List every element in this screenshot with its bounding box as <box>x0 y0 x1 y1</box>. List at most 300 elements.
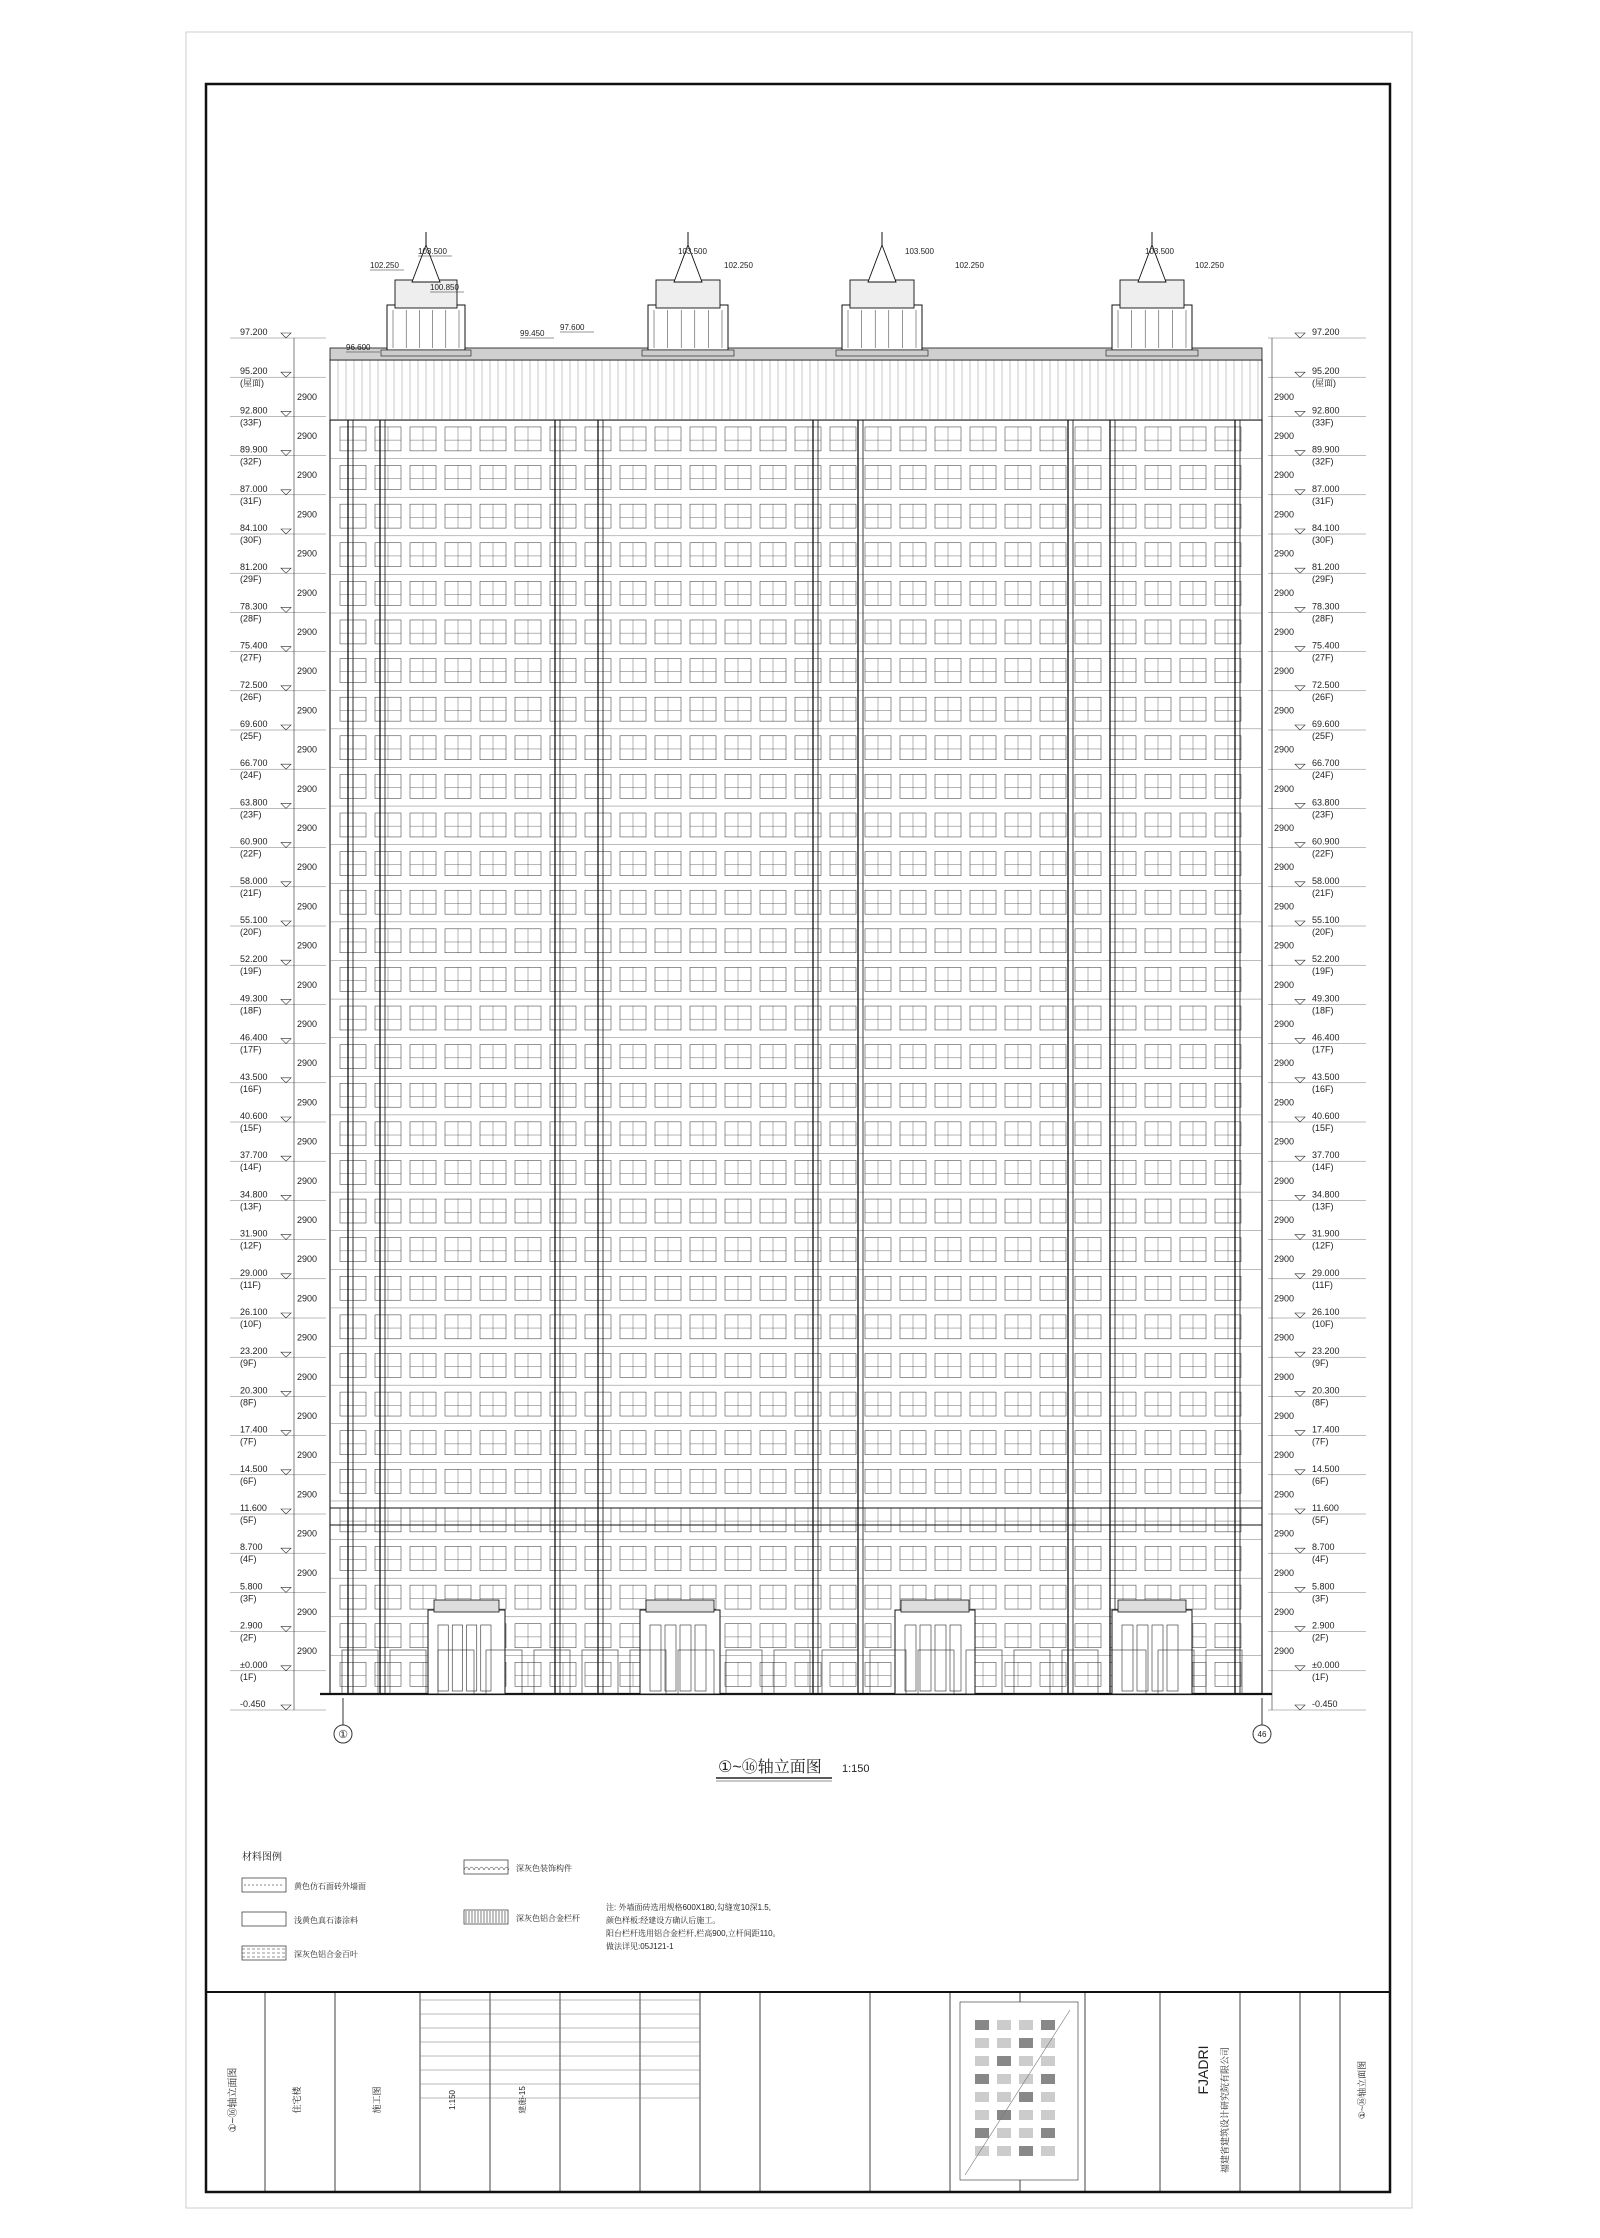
drawing-scale: 1:150 <box>842 1763 870 1775</box>
floor-height-right: 2900 <box>1274 587 1295 598</box>
level-floor-left: (9F) <box>240 1358 257 1369</box>
level-triangle <box>281 1666 291 1671</box>
level-triangle <box>1295 607 1305 612</box>
floor-height-right: 2900 <box>1274 1411 1295 1421</box>
level-marker-right <box>1268 470 1366 506</box>
level-elevation-left: 84.100 <box>240 523 268 533</box>
level-triangle <box>1295 1431 1305 1436</box>
floor-height-right: 2900 <box>1274 548 1295 559</box>
level-floor-right: (33F) <box>1312 417 1334 428</box>
floor-height-left: 2900 <box>297 979 318 990</box>
roof-elevation-tag: 102.250 <box>724 261 753 270</box>
legend-label: 黄色仿石面砖外墙面 <box>294 1882 366 1891</box>
legend-title: 材料图例 <box>242 1852 282 1863</box>
level-marker-right <box>1268 1411 1366 1447</box>
level-triangle <box>281 1548 291 1553</box>
site-plan-block <box>997 2146 1011 2156</box>
level-triangle <box>281 1509 291 1514</box>
level-elevation-left: 23.200 <box>240 1346 268 1357</box>
floor-height-right: 2900 <box>1274 509 1295 520</box>
level-marker-left <box>230 1137 326 1173</box>
level-elevation-right: 2.900 <box>1312 1620 1335 1631</box>
level-floor-right: (23F) <box>1312 809 1334 820</box>
floor-height-left: 2900 <box>297 431 318 441</box>
floor-height-left: 2900 <box>297 705 318 716</box>
level-elevation-right: 87.000 <box>1312 483 1340 494</box>
level-triangle <box>1295 490 1305 495</box>
level-marker-left <box>230 666 326 702</box>
level-elevation-left: 81.200 <box>240 562 268 573</box>
legend-label: 深灰色装饰构件 <box>516 1864 572 1873</box>
level-floor-right: (30F) <box>1312 535 1334 545</box>
level-floor-right: (19F) <box>1312 966 1334 977</box>
floor-height-left: 2900 <box>297 1215 318 1225</box>
level-elevation-left: 40.600 <box>240 1111 268 1121</box>
level-marker-left <box>230 901 326 937</box>
level-floor-left: (14F) <box>240 1162 262 1173</box>
site-plan-block <box>1019 2110 1033 2120</box>
level-marker-left <box>230 1646 326 1682</box>
crown-base <box>842 305 922 350</box>
level-elevation-right: 40.600 <box>1312 1111 1340 1121</box>
level-marker-right <box>1268 1019 1366 1055</box>
site-plan-block <box>1041 2038 1055 2048</box>
floor-height-right: 2900 <box>1274 1097 1295 1108</box>
level-triangle <box>281 999 291 1004</box>
entrance-portico <box>640 1600 720 1694</box>
floor-height-left: 2900 <box>297 1175 318 1186</box>
swatch-dot <box>268 1884 269 1885</box>
level-marker-left <box>230 549 326 585</box>
floor-height-left: 2900 <box>297 1646 318 1657</box>
level-elevation-right: 49.300 <box>1312 993 1340 1004</box>
level-marker-right <box>1268 666 1366 702</box>
level-triangle <box>1295 1470 1305 1475</box>
level-elevation-left: 63.800 <box>240 797 268 808</box>
level-floor-right: (10F) <box>1312 1319 1334 1329</box>
level-elevation-left: 5.800 <box>240 1581 263 1592</box>
site-plan-block <box>1019 2038 1033 2048</box>
level-elevation-left: 72.500 <box>240 679 268 690</box>
level-elevation-right: 14.500 <box>1312 1463 1340 1474</box>
level-elevation-right: 43.500 <box>1312 1071 1340 1082</box>
level-triangle <box>281 490 291 495</box>
level-floor-right: (21F) <box>1312 887 1334 898</box>
level-floor-right: (1F) <box>1312 1671 1329 1682</box>
level-elevation-right: 29.000 <box>1312 1267 1340 1278</box>
level-floor-left: (28F) <box>240 613 262 624</box>
level-triangle <box>281 1195 291 1200</box>
level-triangle <box>281 1352 291 1357</box>
site-plan-block <box>1041 2092 1055 2102</box>
level-elevation-left: 95.200 <box>240 366 268 377</box>
entrance-canopy <box>434 1600 499 1612</box>
level-triangle <box>1295 803 1305 808</box>
level-triangle <box>1295 725 1305 730</box>
level-triangle <box>281 411 291 416</box>
level-triangle <box>281 1078 291 1083</box>
level-floor-left: (4F) <box>240 1554 257 1565</box>
level-marker-left <box>230 1529 326 1565</box>
level-marker-left <box>230 509 326 545</box>
level-floor-right: (31F) <box>1312 495 1334 506</box>
level-triangle <box>281 1235 291 1240</box>
swatch-dot <box>256 1884 257 1885</box>
building-outline <box>330 420 1262 1694</box>
level-triangle <box>281 647 291 652</box>
level-elevation-left: 46.400 <box>240 1032 268 1043</box>
level-marker-right <box>1268 1450 1366 1486</box>
level-elevation-right: 17.400 <box>1312 1424 1340 1435</box>
floor-height-right: 2900 <box>1274 431 1295 441</box>
level-elevation-left: 17.400 <box>240 1424 268 1435</box>
floor-height-left: 2900 <box>297 862 318 873</box>
design-notes <box>606 1902 781 1951</box>
site-plan-block <box>997 2128 1011 2138</box>
level-elevation-left: 31.900 <box>240 1228 268 1239</box>
level-elevation-left: 2.900 <box>240 1620 263 1631</box>
level-elevation-right: 52.200 <box>1312 954 1340 965</box>
level-floor-left: (8F) <box>240 1397 257 1408</box>
level-marker-left <box>230 588 326 624</box>
level-floor-right: (12F) <box>1312 1240 1334 1251</box>
level-floor-left: (5F) <box>240 1515 257 1525</box>
title-block-drawing-name: ①~⑯轴立面图 <box>228 2067 239 2133</box>
level-floor-left: (30F) <box>240 535 262 545</box>
floor-height-left: 2900 <box>297 1293 318 1304</box>
level-floor-left: (26F) <box>240 691 262 702</box>
floor-height-left: 2900 <box>297 1567 318 1578</box>
level-elevation-right: 23.200 <box>1312 1346 1340 1357</box>
level-triangle <box>1295 1352 1305 1357</box>
level-floor-right: (18F) <box>1312 1005 1334 1016</box>
level-triangle <box>1295 451 1305 456</box>
level-elevation-right: 66.700 <box>1312 758 1340 769</box>
entrance-canopy <box>901 1600 969 1612</box>
level-marker-left <box>230 627 326 663</box>
level-triangle <box>281 568 291 573</box>
level-marker-left <box>230 1607 326 1643</box>
level-floor-right: (9F) <box>1312 1358 1329 1369</box>
floor-height-right: 2900 <box>1274 940 1295 951</box>
floor-height-right: 2900 <box>1274 470 1295 481</box>
level-marker-right <box>1268 1333 1366 1369</box>
crown-ledge <box>642 350 734 356</box>
level-triangle <box>1295 921 1305 926</box>
level-triangle <box>1295 568 1305 573</box>
level-elevation-left: 75.400 <box>240 640 268 651</box>
axis-start-label: ① <box>338 1729 348 1741</box>
site-plan-block <box>1019 2020 1033 2030</box>
crown-mid <box>850 280 914 308</box>
level-marker-left <box>230 392 326 428</box>
level-marker-right <box>1268 1607 1366 1643</box>
level-triangle <box>1295 882 1305 887</box>
level-marker-right <box>1268 366 1366 388</box>
entrance-canopy <box>1118 1600 1186 1612</box>
site-plan-block <box>997 2038 1011 2048</box>
floor-height-right: 2900 <box>1274 1489 1295 1500</box>
level-floor-right: (25F) <box>1312 731 1334 741</box>
level-triangle <box>281 686 291 691</box>
level-floor-left: (17F) <box>240 1044 262 1055</box>
level-floor-right: (6F) <box>1312 1475 1329 1486</box>
level-elevation-right: 75.400 <box>1312 640 1340 651</box>
drawing-title-group <box>716 1758 870 1781</box>
site-plan-block <box>1019 2128 1033 2138</box>
level-marker-left <box>230 327 326 338</box>
level-marker-right <box>1268 431 1366 467</box>
level-elevation-right: 26.100 <box>1312 1307 1340 1317</box>
entrance-portico <box>895 1600 975 1694</box>
level-elevation-right: 31.900 <box>1312 1228 1340 1239</box>
legend-item <box>242 1946 358 1960</box>
site-plan-block <box>997 2092 1011 2102</box>
levels-left <box>230 327 326 1710</box>
level-triangle <box>281 1705 291 1710</box>
site-plan-block <box>1019 2056 1033 2066</box>
level-elevation-right: 37.700 <box>1312 1150 1340 1161</box>
site-plan-block <box>975 2092 989 2102</box>
level-elevation-right: 95.200 <box>1312 366 1340 377</box>
level-marker-right <box>1268 509 1366 545</box>
level-marker-right <box>1268 1058 1366 1094</box>
level-elevation-left: 66.700 <box>240 758 268 769</box>
swatch-dot <box>264 1884 265 1885</box>
floor-height-right: 2900 <box>1274 627 1295 637</box>
level-floor-left: (21F) <box>240 887 262 898</box>
floor-height-right: 2900 <box>1274 823 1295 833</box>
level-marker-left <box>230 705 326 741</box>
floor-height-left: 2900 <box>297 470 318 481</box>
site-plan-block <box>1041 2146 1055 2156</box>
level-floor-left: (13F) <box>240 1201 262 1212</box>
level-floor-right: (屋面) <box>1312 378 1336 389</box>
level-triangle <box>1295 1156 1305 1161</box>
floor-height-right: 2900 <box>1274 1058 1295 1069</box>
level-marker-left <box>230 823 326 859</box>
roof-elevation-tag: 99.450 <box>520 329 545 338</box>
floor-height-left: 2900 <box>297 1411 318 1421</box>
level-triangle <box>281 372 291 377</box>
level-triangle <box>1295 1274 1305 1279</box>
roof-elevation-tag: 102.250 <box>370 261 399 270</box>
level-elevation-right: 20.300 <box>1312 1385 1340 1396</box>
level-floor-right: (29F) <box>1312 574 1334 585</box>
level-marker-right <box>1268 1293 1366 1329</box>
level-elevation-right: 97.200 <box>1312 327 1340 337</box>
site-plan-block <box>1041 2128 1055 2138</box>
roof-elevation-tag: 102.250 <box>955 261 984 270</box>
level-triangle <box>1295 999 1305 1004</box>
level-triangle <box>281 529 291 534</box>
swatch-dot <box>272 1884 273 1885</box>
floor-height-right: 2900 <box>1274 1254 1295 1265</box>
level-elevation-left: 87.000 <box>240 483 268 494</box>
level-elevation-right: 92.800 <box>1312 405 1340 416</box>
floor-height-left: 2900 <box>297 1371 318 1382</box>
level-floor-left: (2F) <box>240 1632 257 1643</box>
axis-end-marker <box>1253 1698 1271 1743</box>
floor-height-right: 2900 <box>1274 1646 1295 1657</box>
level-floor-left: (22F) <box>240 848 262 859</box>
floor-height-right: 2900 <box>1274 1528 1295 1539</box>
site-plan-block <box>1041 2020 1055 2030</box>
legend-swatch <box>242 1912 286 1926</box>
title-block-logo: FJADRI <box>1195 2045 1211 2095</box>
site-plan-block <box>975 2074 989 2084</box>
level-floor-left: (19F) <box>240 966 262 977</box>
floor-height-left: 2900 <box>297 509 318 520</box>
level-triangle <box>1295 1627 1305 1632</box>
level-triangle <box>281 725 291 730</box>
level-triangle <box>281 843 291 848</box>
level-elevation-left: 20.300 <box>240 1385 268 1396</box>
legend-label: 深灰色铝合金栏杆 <box>516 1914 580 1923</box>
level-marker-right <box>1268 1254 1366 1290</box>
swatch-dot <box>252 1884 253 1885</box>
title-block-stage: 施工图 <box>372 2086 382 2114</box>
site-plan-block <box>975 2128 989 2138</box>
level-floor-right: (8F) <box>1312 1397 1329 1408</box>
level-floor-right: (28F) <box>1312 613 1334 624</box>
level-triangle <box>1295 1117 1305 1122</box>
level-marker-right <box>1268 549 1366 585</box>
level-floor-right: (17F) <box>1312 1044 1334 1055</box>
swatch-dot <box>276 1884 277 1885</box>
level-floor-left: (11F) <box>240 1279 261 1290</box>
level-floor-right: (24F) <box>1312 770 1334 781</box>
title-block-project: 住宅楼 <box>292 2086 302 2114</box>
level-floor-left: (7F) <box>240 1436 257 1447</box>
legend-item <box>242 1912 358 1926</box>
level-floor-left: (6F) <box>240 1475 257 1486</box>
floor-height-left: 2900 <box>297 744 318 755</box>
level-marker-right <box>1268 627 1366 663</box>
entrance-portico <box>1112 1600 1192 1694</box>
level-marker-left <box>230 431 326 467</box>
roof-elevation-tag: 103.500 <box>418 247 447 256</box>
floor-height-right: 2900 <box>1274 1371 1295 1382</box>
level-triangle <box>281 764 291 769</box>
roof-elevation-tag: 97.600 <box>560 323 585 332</box>
legend-item <box>242 1878 366 1892</box>
level-triangle <box>1295 1705 1305 1710</box>
note-line: 颜色样板:经建设方确认后施工。 <box>606 1916 721 1925</box>
level-marker-right <box>1268 1215 1366 1251</box>
level-elevation-left: 43.500 <box>240 1071 268 1082</box>
level-floor-left: (25F) <box>240 731 262 741</box>
level-marker-right <box>1268 784 1366 820</box>
level-floor-right: (3F) <box>1312 1593 1329 1604</box>
site-plan-block <box>997 2020 1011 2030</box>
roof-elevation-tag: 100.850 <box>430 283 459 292</box>
level-triangle <box>281 1313 291 1318</box>
level-triangle <box>281 451 291 456</box>
floor-height-left: 2900 <box>297 1332 318 1343</box>
level-marker-left <box>230 862 326 898</box>
building-elevation <box>320 232 1272 1694</box>
level-marker-left <box>230 1176 326 1212</box>
title-block-drawing-name-right: ①~⑯轴立面图 <box>1357 2060 1367 2120</box>
level-floor-left: (29F) <box>240 574 262 585</box>
level-marker-left <box>230 1058 326 1094</box>
level-marker-left <box>230 1215 326 1251</box>
site-plan-block <box>997 2056 1011 2066</box>
note-line: 做法详见:05J121-1 <box>606 1942 674 1951</box>
crown-spire <box>868 245 896 282</box>
site-plan-block <box>975 2110 989 2120</box>
level-marker-right <box>1268 901 1366 937</box>
level-triangle <box>1295 1509 1305 1514</box>
floor-height-right: 2900 <box>1274 783 1295 794</box>
level-elevation-right: 60.900 <box>1312 836 1340 847</box>
level-elevation-right: 63.800 <box>1312 797 1340 808</box>
site-plan-block <box>975 2056 989 2066</box>
level-elevation-left: 34.800 <box>240 1189 268 1200</box>
level-elevation-left: 8.700 <box>240 1542 263 1553</box>
level-triangle <box>1295 372 1305 377</box>
level-marker-left <box>230 1699 326 1710</box>
site-plan-block <box>1019 2146 1033 2156</box>
level-triangle <box>1295 1078 1305 1083</box>
level-floor-left: (屋面) <box>240 378 264 389</box>
floor-height-right: 2900 <box>1274 1175 1295 1186</box>
level-marker-right <box>1268 980 1366 1016</box>
level-floor-right: (32F) <box>1312 456 1334 467</box>
level-triangle <box>1295 764 1305 769</box>
level-floor-right: (15F) <box>1312 1123 1334 1133</box>
level-elevation-left: 89.900 <box>240 444 268 455</box>
floor-height-left: 2900 <box>297 587 318 598</box>
level-elevation-right: 34.800 <box>1312 1189 1340 1200</box>
level-triangle <box>1295 960 1305 965</box>
floor-height-left: 2900 <box>297 391 318 402</box>
level-marker-left <box>230 980 326 1016</box>
swatch-dot <box>280 1884 281 1885</box>
site-plan-block <box>975 2038 989 2048</box>
level-elevation-right: 5.800 <box>1312 1581 1335 1592</box>
floor-height-left: 2900 <box>297 627 318 637</box>
material-legend <box>242 1850 580 1960</box>
floor-height-left: 2900 <box>297 1136 318 1147</box>
level-triangle <box>1295 686 1305 691</box>
level-triangle <box>1295 1587 1305 1592</box>
crown-ledge <box>1106 350 1198 356</box>
swatch-dot <box>260 1884 261 1885</box>
level-marker-right <box>1268 1372 1366 1408</box>
floor-height-right: 2900 <box>1274 1332 1295 1343</box>
floor-height-left: 2900 <box>297 548 318 559</box>
legend-label: 深灰色铝合金百叶 <box>294 1950 358 1959</box>
level-elevation-left: 60.900 <box>240 836 268 847</box>
level-marker-right <box>1268 862 1366 898</box>
level-floor-left: (20F) <box>240 927 262 937</box>
level-triangle <box>281 1274 291 1279</box>
level-marker-right <box>1268 1646 1366 1682</box>
level-elevation-right: 11.600 <box>1312 1503 1339 1513</box>
level-floor-left: (10F) <box>240 1319 262 1329</box>
level-elevation-left: 37.700 <box>240 1150 268 1161</box>
level-triangle <box>1295 1666 1305 1671</box>
floor-height-left: 2900 <box>297 901 318 912</box>
site-plan-block <box>997 2074 1011 2084</box>
level-elevation-left: 69.600 <box>240 719 268 729</box>
floor-height-left: 2900 <box>297 1489 318 1500</box>
crown-mid <box>1120 280 1184 308</box>
level-triangle <box>1295 1548 1305 1553</box>
swatch-dot <box>244 1884 245 1885</box>
